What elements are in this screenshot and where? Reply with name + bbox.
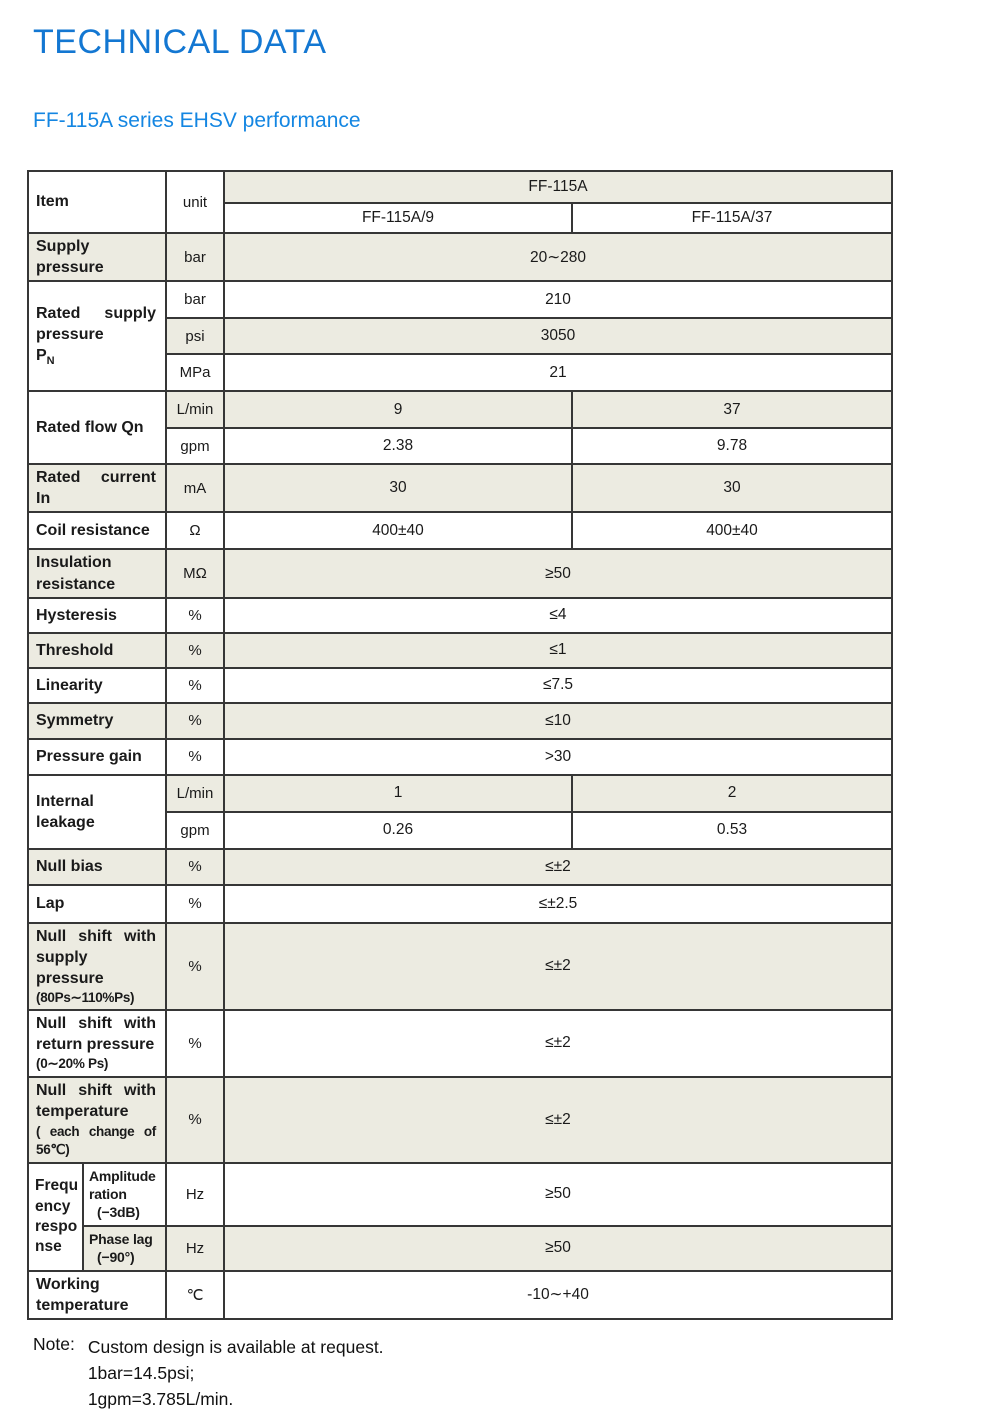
rated-flow-left-gpm: 2.38 [224, 428, 572, 464]
hysteresis-unit: % [166, 598, 224, 633]
internal-leakage-unit-lmin: L/min [166, 775, 224, 812]
symmetry-value: ≤10 [224, 703, 892, 739]
threshold-value: ≤1 [224, 633, 892, 668]
footnote [33, 1334, 986, 1413]
frequency-response-label: Frequency response [28, 1163, 83, 1271]
rated-current-unit: mA [166, 464, 224, 512]
rated-supply-pressure-value-psi: 3050 [224, 318, 892, 354]
null-shift-return-value: ≤±2 [224, 1010, 892, 1076]
pressure-gain-value: >30 [224, 739, 892, 775]
rated-flow-right-gpm: 9.78 [572, 428, 892, 464]
rated-supply-pressure-unit-bar: bar [166, 281, 224, 318]
rated-current-left: 30 [224, 464, 572, 512]
footnote-line-2: 1bar=14.5psi; [87, 1363, 195, 1384]
internal-leakage-left-gpm: 0.26 [224, 812, 572, 849]
rated-flow-unit-gpm: gpm [166, 428, 224, 464]
null-shift-temperature-label: Null shift with temperature ( each change of 56℃) [28, 1077, 166, 1163]
header-model-right-cell: FF-115A/37 [572, 203, 892, 233]
working-temperature-label: Working temperature [28, 1271, 166, 1319]
rated-supply-pressure-unit-psi: psi [166, 318, 224, 354]
symmetry-label: Symmetry [28, 703, 166, 739]
pressure-gain-label: Pressure gain [28, 739, 166, 775]
insulation-resistance-label: Insulation resistance [28, 549, 166, 597]
symmetry-unit: % [166, 703, 224, 739]
null-shift-supply-value: ≤±2 [224, 923, 892, 1011]
coil-resistance-right: 400±40 [572, 512, 892, 549]
rated-flow-unit-lmin: L/min [166, 391, 224, 428]
null-shift-return-sublabel: (0∼20% Ps) [36, 1056, 109, 1072]
linearity-value: ≤7.5 [224, 668, 892, 703]
rated-supply-pressure-value-bar: 210 [224, 281, 892, 318]
frequency-response-amplitude-value: ≥50 [224, 1163, 892, 1226]
supply-pressure-label: Supply pressure [28, 233, 166, 281]
rated-current-right: 30 [572, 464, 892, 512]
null-shift-supply-sublabel: (80Ps∼110%Ps) [36, 989, 135, 1005]
null-shift-temperature-sublabel: ( each change of 56℃) [36, 1123, 156, 1157]
supply-pressure-unit: bar [166, 233, 224, 281]
frequency-response-amplitude-unit: Hz [166, 1163, 224, 1226]
rated-supply-pressure-text: Rated supply pressure [36, 305, 156, 344]
footnote-label: Note: [33, 1333, 75, 1354]
hysteresis-value: ≤4 [224, 598, 892, 633]
supply-pressure-value: 20∼280 [224, 233, 892, 281]
footnote-lines [88, 1334, 384, 1413]
internal-leakage-right-gpm: 0.53 [572, 812, 892, 849]
null-bias-unit: % [166, 849, 224, 885]
footnote-line-1: Custom design is available at request. [87, 1336, 384, 1357]
page-title: TECHNICAL DATA [33, 23, 327, 61]
lap-label: Lap [28, 885, 166, 923]
header-family-cell: FF-115A [224, 171, 892, 203]
internal-leakage-label: Internal leakage [28, 775, 166, 849]
working-temperature-unit: ℃ [166, 1271, 224, 1319]
insulation-resistance-value: ≥50 [224, 549, 892, 597]
rated-flow-right-lmin: 37 [572, 391, 892, 428]
performance-table [27, 170, 893, 1320]
frequency-response-amplitude-label: Amplitude ration (−3dB) [83, 1163, 166, 1226]
frequency-response-phase-note: (−90°) [97, 1249, 135, 1266]
null-shift-temperature-value: ≤±2 [224, 1077, 892, 1163]
lap-unit: % [166, 885, 224, 923]
null-bias-label: Null bias [28, 849, 166, 885]
header-unit-cell: unit [166, 171, 224, 233]
null-shift-supply-unit: % [166, 923, 224, 1011]
null-shift-temperature-unit: % [166, 1077, 224, 1163]
null-shift-return-unit: % [166, 1010, 224, 1076]
header-model-left-cell: FF-115A/9 [224, 203, 572, 233]
coil-resistance-unit: Ω [166, 512, 224, 549]
working-temperature-value: -10∼+40 [224, 1271, 892, 1319]
coil-resistance-label: Coil resistance [28, 512, 166, 549]
rated-supply-pressure-unit-mpa: MPa [166, 354, 224, 391]
linearity-unit: % [166, 668, 224, 703]
frequency-response-phase-unit: Hz [166, 1226, 224, 1271]
pressure-gain-unit: % [166, 739, 224, 775]
hysteresis-label: Hysteresis [28, 598, 166, 633]
null-bias-value: ≤±2 [224, 849, 892, 885]
internal-leakage-left-lmin: 1 [224, 775, 572, 812]
threshold-unit: % [166, 633, 224, 668]
rated-supply-pressure-symbol: $P_N$ [36, 347, 55, 368]
rated-flow-left-lmin: 9 [224, 391, 572, 428]
rated-flow-label: Rated flow Qn [28, 391, 166, 464]
section-title: FF-115A series EHSV performance [33, 109, 361, 132]
frequency-response-phase-value: ≥50 [224, 1226, 892, 1271]
frequency-response-phase-label: Phase lag (−90°) [83, 1226, 166, 1271]
threshold-label: Threshold [28, 633, 166, 668]
internal-leakage-right-lmin: 2 [572, 775, 892, 812]
internal-leakage-unit-gpm: gpm [166, 812, 224, 849]
rated-supply-pressure-label [28, 281, 166, 391]
rated-current-label: Rated current In [28, 464, 166, 512]
insulation-resistance-unit: MΩ [166, 549, 224, 597]
coil-resistance-left: 400±40 [224, 512, 572, 549]
lap-value: ≤±2.5 [224, 885, 892, 923]
frequency-response-amplitude-note: (−3dB) [97, 1204, 140, 1221]
linearity-label: Linearity [28, 668, 166, 703]
null-shift-return-label: Null shift with return pressure (0∼20% Ps) [28, 1010, 166, 1076]
header-item-cell: Item [28, 171, 166, 233]
rated-supply-pressure-value-mpa: 21 [224, 354, 892, 391]
null-shift-supply-label: Null shift with supply pressure (80Ps∼110%Ps) [28, 923, 166, 1011]
footnote-line-3: 1gpm=3.785L/min. [87, 1389, 234, 1410]
